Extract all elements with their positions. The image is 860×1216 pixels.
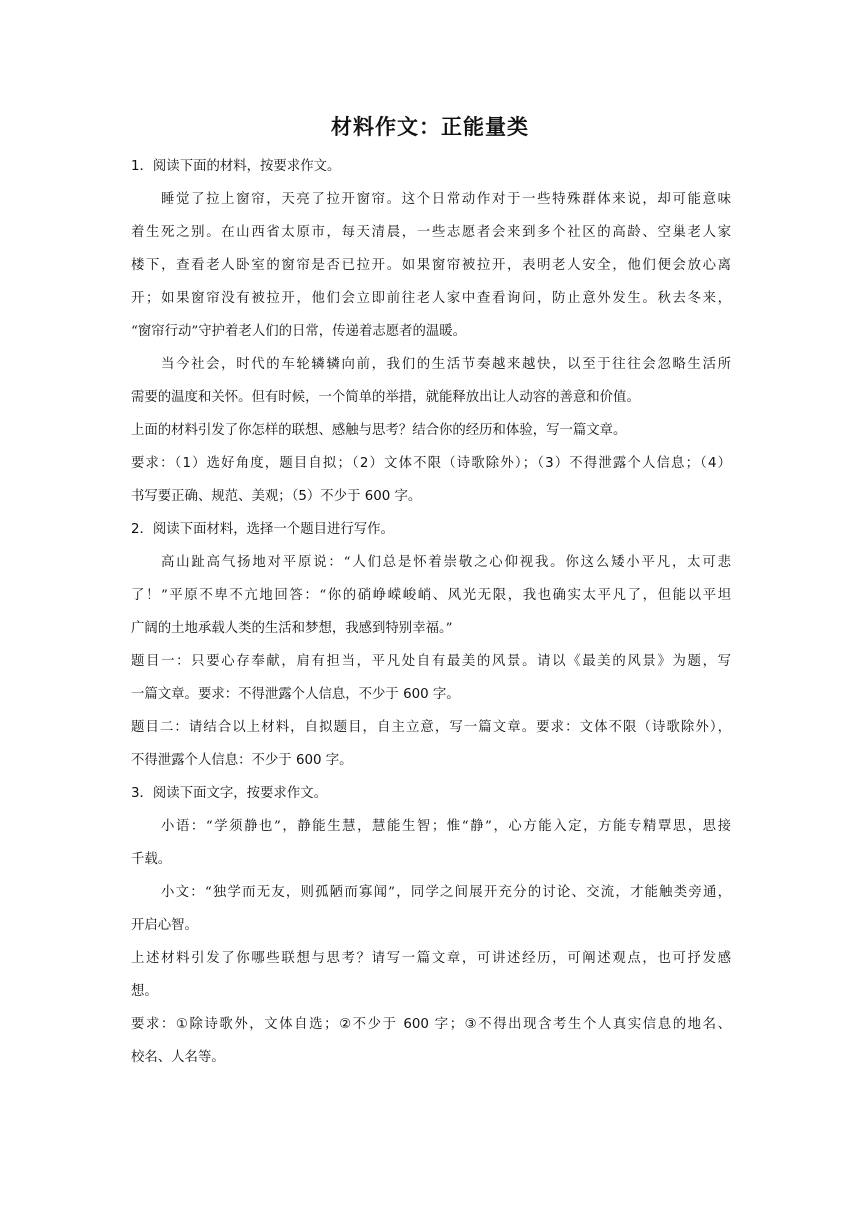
document-body [131, 150, 731, 1074]
q2-topic-1-line: 题目一：只要心存奉献，肩有担当，平凡处自有最美的风景。请以《最美的风景》为题，写 [131, 654, 731, 669]
question-1-heading: 1．阅读下面的材料，按要求作文。 [131, 159, 341, 174]
q3-material-line: 开启心智。 [131, 918, 198, 933]
q1-requirements-line: 要求：（1）选好角度，题目自拟；（2）文体不限（诗歌除外）；（3）不得泄露个人信息；（4） [131, 456, 731, 471]
q1-material-line: 着生死之别。在山西省太原市，每天清晨，一些志愿者会来到多个社区的高龄、空巢老人家 [131, 225, 731, 240]
q3-material-line: 小文：“独学而无友，则孤陋而寡闻”，同学之间展开充分的讨论、交流，才能触类旁通， [161, 885, 731, 900]
q1-material-line: 睡觉了拉上窗帘，天亮了拉开窗帘。这个日常动作对于一些特殊群体来说，却可能意味 [161, 192, 731, 207]
q1-material-line: 需要的温度和关怀。但有时候，一个简单的举措，就能释放出让人动容的善意和价值。 [131, 390, 640, 405]
question-3-heading: 3．阅读下面文字，按要求作文。 [131, 786, 327, 801]
q2-material-line: 了！”平原不卑不亢地回答：“你的硝峥嵘峻峭、风光无限，我也确实太平凡了，但能以平坦 [131, 588, 731, 603]
question-2-heading: 2．阅读下面材料，选择一个题目进行写作。 [131, 522, 394, 537]
document-title: 材料作文：正能量类 [331, 115, 529, 139]
q3-prompt-line: 上述材料引发了你哪些联想与思考？请写一篇文章，可讲述经历，可阐述观点，也可抒发感 [131, 951, 731, 966]
q2-topic-2-line: 不得泄露个人信息：不少于 600 字。 [131, 753, 353, 768]
q1-requirements-line: 书写要正确、规范、美观；（5）不少于 600 字。 [131, 489, 422, 504]
q1-material-line: 当今社会，时代的车轮辚辚向前，我们的生活节奏越来越快，以至于往往会忽略生活所 [161, 357, 731, 372]
q2-topic-2-line: 题目二：请结合以上材料，自拟题目，自主立意，写一篇文章。要求：文体不限（诗歌除外）， [131, 720, 731, 735]
q3-prompt-line: 想。 [131, 984, 158, 999]
q1-material-line: 楼下，查看老人卧室的窗帘是否已拉开。如果窗帘被拉开，表明老人安全，他们便会放心离 [131, 258, 731, 273]
q2-topic-1-line: 一篇文章。要求：不得泄露个人信息，不少于 600 字。 [131, 687, 460, 702]
q1-material-line: 开；如果窗帘没有被拉开，他们会立即前往老人家中查看询问，防止意外发生。秋去冬来， [131, 291, 731, 306]
q2-material-line: 广阔的土地承载人类的生活和梦想，我感到特别幸福。” [131, 621, 453, 636]
q3-requirements-line: 要求：①除诗歌外，文体自选；②不少于 600 字；③不得出现含考生个人真实信息的地名、 [131, 1017, 731, 1032]
q1-prompt-line: 上面的材料引发了你怎样的联想、感触与思考？结合你的经历和体验，写一篇文章。 [131, 423, 627, 438]
q1-material-line: “窗帘行动”守护着老人们的日常，传递着志愿者的温暖。 [131, 324, 467, 339]
q3-material-line: 小语：“学须静也”，静能生慧，慧能生智；惟“静”，心方能入定，方能专精覃思，思接 [161, 819, 731, 834]
q3-requirements-line: 校名、人名等。 [131, 1050, 225, 1065]
q2-material-line: 高山趾高气扬地对平原说：“人们总是怀着崇敬之心仰视我。你这么矮小平凡，太可悲 [161, 555, 731, 570]
q3-material-line: 千载。 [131, 852, 172, 867]
